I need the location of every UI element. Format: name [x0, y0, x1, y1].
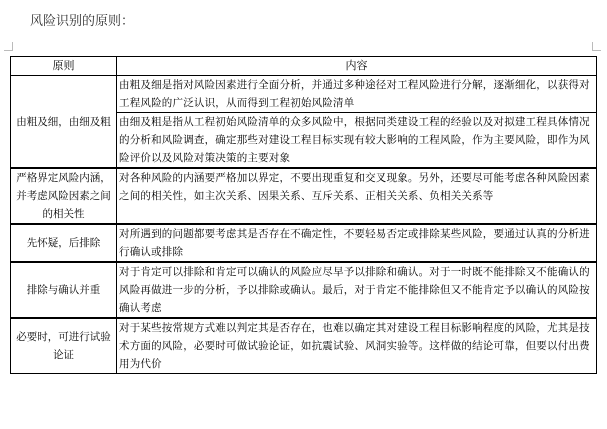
principles-table: [10, 56, 597, 374]
content-cell: 对所遇到的问题都要考虑其是否存在不确定性，不要轻易否定或排除某些风险，要通过认真的分析进行确认或排除: [117, 224, 597, 262]
table-row: [11, 262, 597, 318]
content-paragraph: 由细及粗是指从工程初始风险清单的众多风险中，根据同类建设工程的经验以及对拟建工程具体情况的分析和风险调查，确定那些对建设工程目标实现有较大影响的工程风险，作为主要风险，即作为风险评价以及风险对策决策的主要对象: [117, 112, 596, 167]
page-heading: 风险识别的原则：: [30, 14, 135, 29]
principle-cell: 先怀疑，后排除: [11, 224, 117, 262]
table-row: [11, 168, 597, 224]
principle-cell: 严格界定风险内涵，并考虑风险因素之间的相关性: [11, 168, 117, 224]
header-content: 内容: [117, 57, 597, 76]
principle-cell: 由粗及细，由细及粗: [11, 76, 117, 169]
content-paragraph: 由粗及细是指对风险因素进行全面分析，并通过多种途径对工程风险进行分解，逐渐细化，以获得对工程风险的广泛认识，从而得到工程初始风险清单: [119, 79, 590, 109]
header-principle: 原则: [11, 57, 117, 76]
content-cell: 对于某些按常规方式难以判定其是否存在，也难以确定其对建设工程目标影响程度的风险，尤其是技术方面的风险，必要时可做试验论证，如抗震试验、风洞实验等。这样做的结论可靠，但要以付出费用为代价: [117, 318, 597, 374]
table-row: [11, 76, 597, 169]
principle-cell: 排除与确认并重: [11, 262, 117, 318]
content-cell: [117, 76, 597, 169]
crop-mark-right: [592, 42, 601, 51]
table-row: [11, 318, 597, 374]
principle-cell: 必要时，可进行试验论证: [11, 318, 117, 374]
content-cell: 对各种风险的内涵要严格加以界定，不要出现重复和交叉现象。另外，还要尽可能考虑各种风险因素之间的相关性，如主次关系、因果关系、互斥关系、正相关关系、负相关关系等: [117, 168, 597, 224]
table-header-row: [11, 57, 597, 76]
table-row: [11, 224, 597, 262]
crop-mark-left: [4, 42, 13, 51]
content-cell: 对于肯定可以排除和肯定可以确认的风险应尽早予以排除和确认。对于一时既不能排除又不能确认的风险再做进一步的分析，予以排除或确认。最后，对于肯定不能排除但又不能肯定予以确认的风险按确认考虑: [117, 262, 597, 318]
